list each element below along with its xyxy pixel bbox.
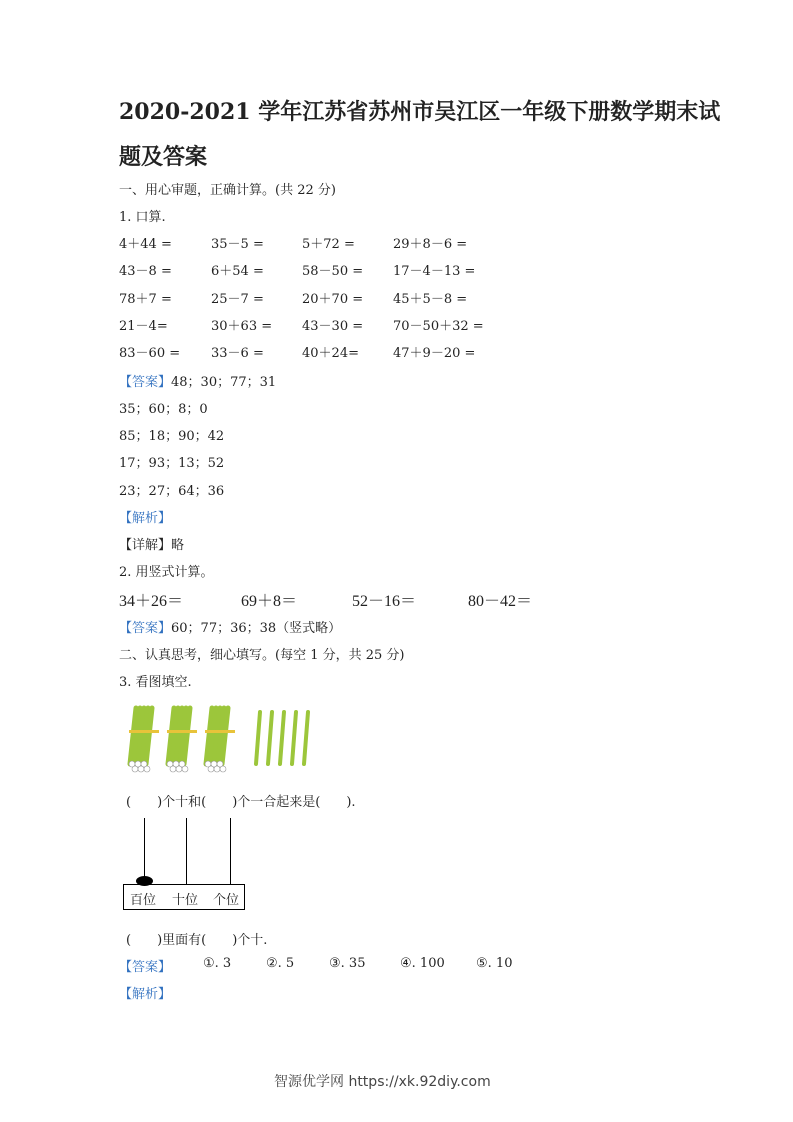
calc-item: 4＋44 = <box>119 237 172 252</box>
detail-line: 【详解】略 <box>119 538 185 553</box>
single-stick <box>256 712 260 764</box>
stick-bundle <box>167 708 197 772</box>
page-title-line1: 2020-2021 学年江苏省苏州市吴江区一年级下册数学期末试 <box>119 99 721 125</box>
answer-item: ④. 100 <box>400 956 445 971</box>
q3-label: 3. 看图填空. <box>119 675 192 690</box>
place-label-hundreds: 百位 <box>130 893 157 908</box>
calc-item: 40＋24= <box>302 346 359 361</box>
single-stick <box>292 712 296 764</box>
calc-item: 43－8 = <box>119 264 172 279</box>
answer-line: 17；93；13；52 <box>119 456 225 471</box>
q2-item: 34＋26＝ <box>119 593 184 610</box>
calc-item: 25－7 = <box>211 292 264 307</box>
analysis-tag: 【解析】 <box>119 511 172 526</box>
answer-line: 35；60；8；0 <box>119 402 208 417</box>
q2-item: 52－16＝ <box>352 593 417 610</box>
fill-blank-2: ( )里面有( )个十. <box>126 933 268 948</box>
analysis-tag: 【解析】 <box>119 987 172 1002</box>
calc-item: 5＋72 = <box>302 237 355 252</box>
page-title-line2: 题及答案 <box>119 144 208 170</box>
answer-tag: 【答案】 <box>119 960 172 975</box>
abacus-rod-tens <box>186 818 187 884</box>
q2-label: 2. 用竖式计算。 <box>119 565 214 580</box>
single-stick <box>280 712 284 764</box>
calc-item: 35－5 = <box>211 237 264 252</box>
answer-item: ③. 35 <box>329 956 366 971</box>
calc-item: 6＋54 = <box>211 264 264 279</box>
answer-item: ①. 3 <box>203 956 232 971</box>
calc-item: 43－30 = <box>302 319 364 334</box>
abacus-rod-hundreds <box>144 818 145 884</box>
calc-item: 47＋9－20 = <box>393 346 476 361</box>
answer-line: 85；18；90；42 <box>119 429 225 444</box>
section2-heading: 二、认真思考，细心填写。(每空 1 分，共 25 分) <box>119 648 405 663</box>
calc-item: 30＋63 = <box>211 319 273 334</box>
footer-watermark: 智源优学网 https://xk.92diy.com <box>274 1074 491 1090</box>
answer-tag: 【答案】 <box>119 621 172 636</box>
answer-line: 23；27；64；36 <box>119 484 225 499</box>
q2-answer <box>119 617 341 636</box>
calc-item: 17－4－13 = <box>393 264 476 279</box>
q1-answer <box>119 371 276 390</box>
stick-bundle <box>129 708 159 772</box>
single-stick <box>304 712 308 764</box>
counting-sticks-figure <box>120 698 320 778</box>
q2-item: 80－42＝ <box>468 593 533 610</box>
single-stick <box>268 712 272 764</box>
calc-item: 83－60 = <box>119 346 181 361</box>
calc-item: 58－50 = <box>302 264 364 279</box>
abacus-place-labels <box>123 884 245 910</box>
fill-blank-1: ( )个十和( )个一合起来是( ). <box>126 795 356 810</box>
answer-item: ②. 5 <box>266 956 295 971</box>
calc-item: 21－4= <box>119 319 168 334</box>
calc-item: 20＋70 = <box>302 292 364 307</box>
calc-item: 78＋7 = <box>119 292 172 307</box>
place-label-ones: 个位 <box>213 893 240 908</box>
abacus-rod-ones <box>230 818 231 884</box>
calc-item: 70－50＋32 = <box>393 319 484 334</box>
answer-item: ⑤. 10 <box>476 956 513 971</box>
q2-answer-text: 60；77；36；38（竖式略） <box>171 621 342 636</box>
answer-line: 48；30；77；31 <box>171 375 277 390</box>
section1-heading: 一、用心审题，正确计算。(共 22 分) <box>119 183 336 198</box>
q2-item: 69＋8＝ <box>241 593 298 610</box>
stick-bundle <box>205 708 235 772</box>
q1-label: 1. 口算. <box>119 210 166 225</box>
calc-item: 29＋8－6 = <box>393 237 468 252</box>
place-label-tens: 十位 <box>172 893 199 908</box>
answer-tag: 【答案】 <box>119 375 172 390</box>
calc-item: 45＋5－8 = <box>393 292 468 307</box>
calc-item: 33－6 = <box>211 346 264 361</box>
